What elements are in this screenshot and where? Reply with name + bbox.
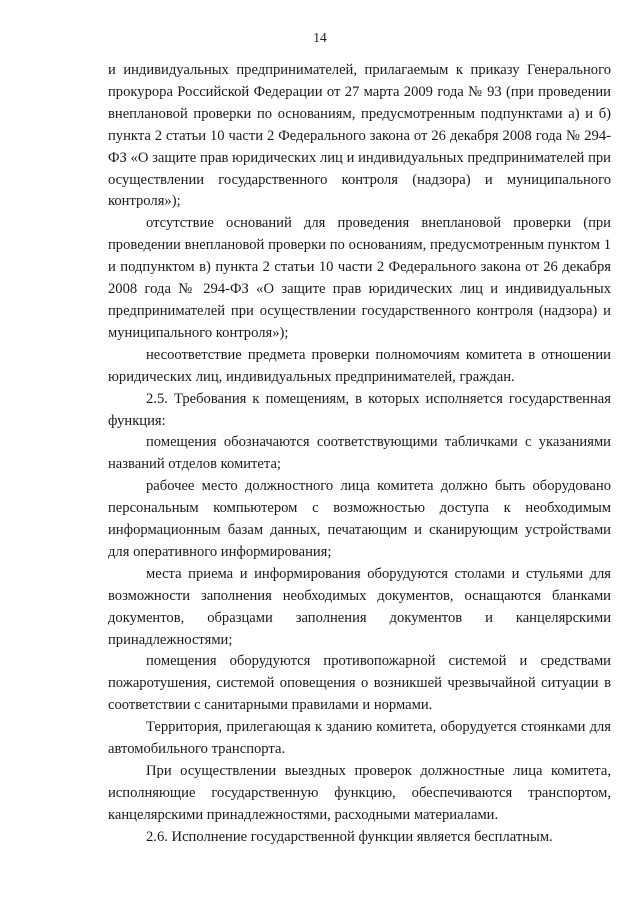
- paragraph-fire-safety: помещения оборудуются противопожарной системой и средствами пожаротушения, системой оповещения о возникшей чрезвычайной ситуации в соответствии с санитарными правилами и нормами.: [108, 653, 611, 714]
- paragraph-workplace: рабочее место должностного лица комитета должно быть оборудовано персональным компьютером с возможностью доступа к необходимым информационным базам данных, печатающим и сканирующим устройствами для оперативного информирования;: [108, 478, 611, 560]
- paragraph-section-2-5: 2.5. Требования к помещениям, в которых исполняется государственная функция:: [108, 390, 611, 429]
- paragraph-no-grounds: отсутствие оснований для проведения внеплановой проверки (при проведении внеплановой проверки по основаниям, предусмотренным пунктом 1 и подпунктом в) пункта 2 статьи 10 части 2 Федерального закона от 26 декабря 2008 года № 294-ФЗ «О защите прав юридических лиц и индивидуальных предпринимателей при осуществлении государственного контроля (надзора) и муниципального контроля»);: [108, 215, 611, 341]
- paragraph-mismatch: несоответствие предмета проверки полномочиям комитета в отношении юридических лиц, индивидуальных предпринимателей, граждан.: [108, 346, 611, 385]
- paragraph-continuation: и индивидуальных предпринимателей, прилагаемым к приказу Генерального прокурора Российской Федерации от 27 марта 2009 года № 93 (при проведении внеплановой проверки по основаниям, предусмотренным подпунктами а) и б) пункта 2 статьи 10 части 2 Федерального закона от 26 декабря 2008 года № 294-ФЗ «О защите прав юридических лиц и индивидуальных предпринимателей при осуществлении государственного контроля (надзора) и муниципального контроля»);: [108, 62, 611, 210]
- paragraph-parking: Территория, прилегающая к зданию комитета, оборудуется стоянками для автомобильного транспорта.: [108, 719, 611, 758]
- paragraph-field-inspections: При осуществлении выездных проверок должностные лица комитета, исполняющие государственную функцию, обеспечиваются транспортом, канцелярскими принадлежностями, расходными материалами.: [108, 763, 611, 823]
- paragraph-section-2-6: 2.6. Исполнение государственной функции является бесплатным.: [146, 828, 553, 845]
- paragraph-reception: места приема и информирования оборудуются столами и стульями для возможности заполнения необходимых документов, оснащаются бланками документов, образцами заполнения документов и канцелярскими принадлежностями;: [108, 565, 611, 648]
- page-number: 14: [313, 30, 327, 45]
- document-body: [108, 60, 611, 849]
- paragraph-signs: помещения обозначаются соответствующими табличками с указаниями названий отделов комитета;: [108, 434, 611, 473]
